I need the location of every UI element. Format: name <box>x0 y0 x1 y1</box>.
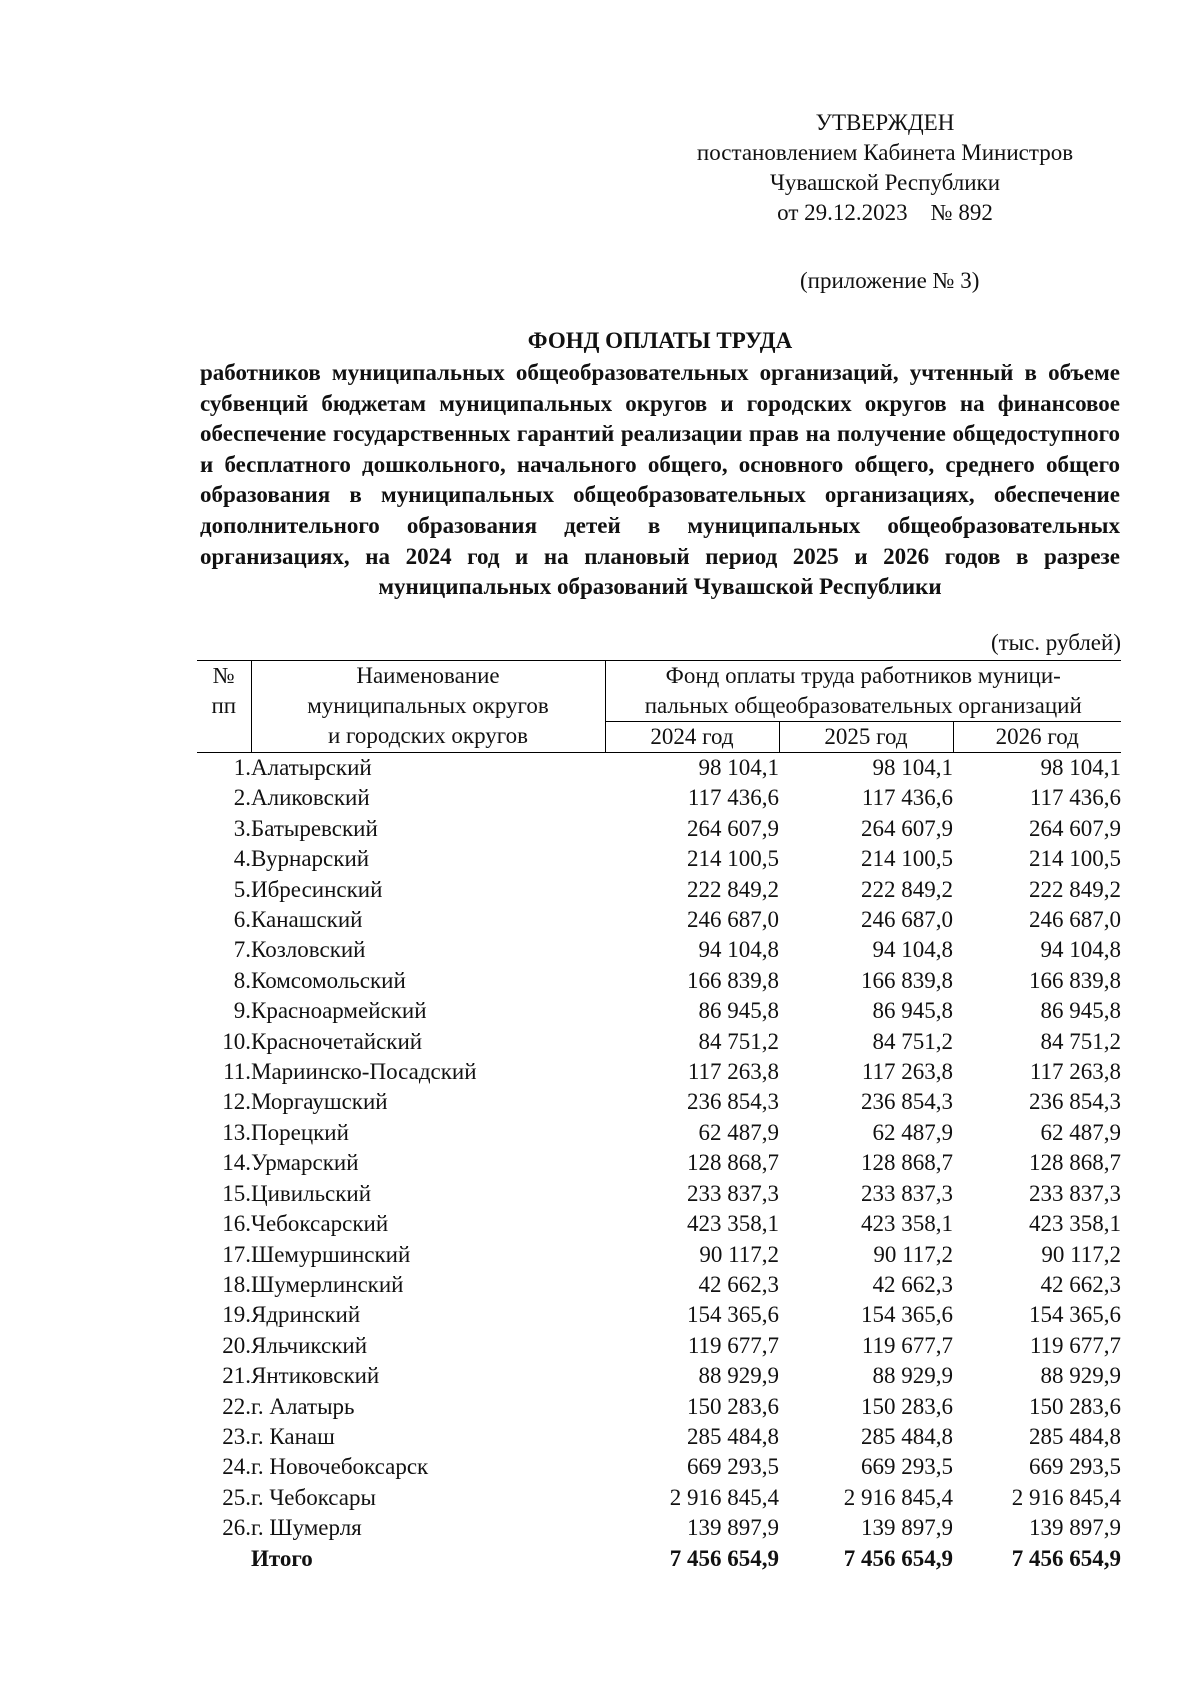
table-row <box>197 1361 1121 1391</box>
total-num <box>197 1544 251 1574</box>
table-row <box>197 1513 1121 1543</box>
row-district-name: Красночетайский <box>251 1028 423 1054</box>
table-row <box>197 1179 1121 1209</box>
row-district-name: Янтиковский <box>251 1363 380 1389</box>
table-row <box>197 1270 1121 1300</box>
row-value-2025: 86 945,8 <box>872 998 953 1024</box>
row-value-2025: 264 607,9 <box>861 815 953 841</box>
total-value-2026: 7 456 654,9 <box>1011 1545 1121 1571</box>
table-row <box>197 1240 1121 1270</box>
row-value-2024: 669 293,5 <box>687 1454 779 1480</box>
table-body <box>197 753 1121 1574</box>
row-value-2026: 2 916 845,4 <box>1011 1484 1121 1510</box>
row-value-2024: 285 484,8 <box>687 1423 779 1449</box>
row-district-name: г. Шумерля <box>251 1515 362 1541</box>
table-row <box>197 1209 1121 1239</box>
header-year-2026: 2026 год <box>953 722 1121 753</box>
row-district-name: Моргаушский <box>251 1089 388 1115</box>
row-value-2025: 94 104,8 <box>872 937 953 963</box>
table-row <box>197 1118 1121 1148</box>
row-number: 12. <box>222 1089 251 1115</box>
row-number: 26. <box>222 1515 251 1541</box>
row-number: 11. <box>223 1059 251 1085</box>
row-value-2024: 84 751,2 <box>698 1028 779 1054</box>
approved-date-number: от 29.12.2023 № 892 <box>777 200 993 225</box>
row-district-name: Красноармейский <box>251 998 427 1024</box>
row-value-2026: 423 358,1 <box>1029 1211 1121 1237</box>
row-value-2025: 423 358,1 <box>861 1211 953 1237</box>
row-value-2026: 42 662,3 <box>1040 1271 1121 1297</box>
row-number: 10. <box>222 1028 251 1054</box>
row-value-2026: 214 100,5 <box>1029 846 1121 872</box>
row-value-2026: 150 283,6 <box>1029 1393 1121 1419</box>
table-row <box>197 905 1121 935</box>
row-number: 7. <box>233 937 251 963</box>
table-row <box>197 935 1121 965</box>
row-value-2024: 423 358,1 <box>687 1211 779 1237</box>
row-number: 6. <box>233 907 251 933</box>
row-value-2024: 264 607,9 <box>687 815 779 841</box>
table-row <box>197 1422 1121 1452</box>
row-district-name: Цивильский <box>251 1180 372 1206</box>
table-row <box>197 1331 1121 1361</box>
row-value-2025: 139 897,9 <box>861 1515 953 1541</box>
row-value-2024: 150 283,6 <box>687 1393 779 1419</box>
row-value-2025: 233 837,3 <box>861 1180 953 1206</box>
row-value-2024: 214 100,5 <box>687 846 779 872</box>
row-district-name: Ибресинский <box>251 876 383 902</box>
row-number: 4. <box>233 846 251 872</box>
row-value-2024: 236 854,3 <box>687 1089 779 1115</box>
row-district-name: Аликовский <box>251 785 370 811</box>
row-value-2025: 62 487,9 <box>872 1119 953 1145</box>
approved-republic-line: Чувашской Республики <box>769 170 1001 195</box>
row-value-2026: 246 687,0 <box>1029 907 1121 933</box>
row-district-name: Шемуршинский <box>251 1241 411 1267</box>
row-value-2026: 119 677,7 <box>1029 1332 1121 1358</box>
row-value-2026: 117 263,8 <box>1029 1059 1121 1085</box>
row-value-2025: 42 662,3 <box>872 1271 953 1297</box>
row-value-2026: 98 104,1 <box>1040 755 1121 780</box>
row-value-2024: 222 849,2 <box>687 876 779 902</box>
row-value-2025: 246 687,0 <box>861 907 953 933</box>
row-district-name: Канашский <box>251 907 363 933</box>
row-number: 16. <box>222 1211 251 1237</box>
document-subtitle: работников муниципальных общеобразовательных организаций, учтенный в объеме субвенций бюджетам муниципальных округов и городских округов на финансовое обеспечение государственных гарантий реализации прав на получение общедоступного и бесплатного дошкольного, начального общего, основного общего, среднего общего образования в муниципальных общеобразовательных организациях, обеспечение дополнительного образования детей в муниципальных общеобразовательных организациях, на 2024 год и на плановый период 2025 и 2026 годов в разрезе муниципальных образований Чувашской Республики <box>200 360 1120 600</box>
row-value-2024: 94 104,8 <box>698 937 779 963</box>
row-district-name: г. Новочебоксарск <box>251 1454 429 1480</box>
header-year-2025: 2025 год <box>779 722 953 753</box>
header-name: Наименование муниципальных округов и городских округов <box>251 661 605 753</box>
row-value-2025: 117 436,6 <box>861 785 953 811</box>
row-value-2025: 214 100,5 <box>861 846 953 872</box>
row-value-2026: 669 293,5 <box>1029 1454 1121 1480</box>
row-number: 17. <box>222 1241 251 1267</box>
row-value-2026: 88 929,9 <box>1040 1363 1121 1389</box>
row-value-2025: 236 854,3 <box>861 1089 953 1115</box>
row-value-2024: 86 945,8 <box>698 998 779 1024</box>
row-value-2026: 264 607,9 <box>1029 815 1121 841</box>
row-value-2025: 2 916 845,4 <box>843 1484 953 1510</box>
row-value-2026: 84 751,2 <box>1040 1028 1121 1054</box>
approved-by-line: постановлением Кабинета Министров <box>696 140 1074 165</box>
row-number: 15. <box>222 1180 251 1206</box>
row-value-2025: 222 849,2 <box>861 876 953 902</box>
row-district-name: г. Чебоксары <box>251 1484 376 1510</box>
row-value-2025: 166 839,8 <box>861 967 953 993</box>
row-number: 9. <box>233 998 251 1024</box>
row-value-2026: 285 484,8 <box>1029 1423 1121 1449</box>
row-value-2026: 222 849,2 <box>1029 876 1121 902</box>
row-value-2026: 139 897,9 <box>1029 1515 1121 1541</box>
table-row <box>197 1057 1121 1087</box>
row-district-name: Батыревский <box>251 815 378 841</box>
row-value-2025: 128 868,7 <box>861 1150 953 1176</box>
row-value-2025: 669 293,5 <box>861 1454 953 1480</box>
row-value-2025: 117 263,8 <box>861 1059 953 1085</box>
row-value-2024: 246 687,0 <box>687 907 779 933</box>
table-row <box>197 1027 1121 1057</box>
row-value-2024: 88 929,9 <box>698 1363 779 1389</box>
row-number: 5. <box>233 876 251 902</box>
row-value-2026: 236 854,3 <box>1029 1089 1121 1115</box>
row-number: 24. <box>222 1454 251 1480</box>
row-value-2024: 90 117,2 <box>699 1241 779 1267</box>
row-district-name: Вурнарский <box>251 846 370 872</box>
row-number: 19. <box>222 1302 251 1328</box>
table-row <box>197 996 1121 1026</box>
row-district-name: Яльчикский <box>251 1332 368 1358</box>
row-value-2026: 90 117,2 <box>1041 1241 1121 1267</box>
row-number: 18. <box>222 1271 251 1297</box>
row-value-2024: 233 837,3 <box>687 1180 779 1206</box>
row-value-2024: 117 263,8 <box>687 1059 779 1085</box>
table-row <box>197 753 1121 784</box>
total-value-2025: 7 456 654,9 <box>843 1545 953 1571</box>
header-year-2024: 2024 год <box>605 722 779 753</box>
table-row <box>197 1483 1121 1513</box>
row-number: 25. <box>222 1484 251 1510</box>
row-value-2024: 154 365,6 <box>687 1302 779 1328</box>
row-value-2026: 166 839,8 <box>1029 967 1121 993</box>
table-row <box>197 1087 1121 1117</box>
row-district-name: г. Канаш <box>251 1423 335 1449</box>
table-row <box>197 844 1121 874</box>
total-label: Итого <box>251 1545 313 1571</box>
row-district-name: Козловский <box>251 937 366 963</box>
header-fund: Фонд оплаты труда работников муници- пальных общеобразовательных организаций <box>605 661 1121 722</box>
row-number: 23. <box>222 1423 251 1449</box>
header-num: № пп <box>197 661 251 753</box>
row-number: 13. <box>222 1119 251 1145</box>
row-value-2026: 86 945,8 <box>1040 998 1121 1024</box>
approval-stamp <box>650 108 1120 228</box>
row-district-name: Порецкий <box>251 1119 349 1145</box>
row-number: 21. <box>222 1363 251 1389</box>
row-value-2026: 154 365,6 <box>1029 1302 1121 1328</box>
row-value-2026: 128 868,7 <box>1029 1150 1121 1176</box>
unit-label: (тыс. рублей) <box>990 630 1121 655</box>
row-value-2025: 119 677,7 <box>861 1332 953 1358</box>
row-district-name: Комсомольский <box>251 967 406 993</box>
payroll-table <box>197 660 1121 1574</box>
row-district-name: Ядринский <box>251 1302 361 1328</box>
row-number: 20. <box>222 1332 251 1358</box>
approved-heading: УТВЕРЖДЕН <box>815 110 955 135</box>
table-row <box>197 783 1121 813</box>
total-row <box>197 1544 1121 1574</box>
row-value-2025: 285 484,8 <box>861 1423 953 1449</box>
row-value-2026: 233 837,3 <box>1029 1180 1121 1206</box>
document-title: ФОНД ОПЛАТЫ ТРУДА <box>527 328 793 353</box>
row-district-name: Урмарский <box>251 1150 359 1176</box>
row-value-2024: 119 677,7 <box>687 1332 779 1358</box>
row-value-2025: 88 929,9 <box>872 1363 953 1389</box>
row-number: 1. <box>233 755 251 780</box>
table-row <box>197 875 1121 905</box>
appendix-label: (приложение № 3) <box>800 268 980 293</box>
row-number: 22. <box>222 1393 251 1419</box>
row-number: 8. <box>233 967 251 993</box>
row-value-2025: 90 117,2 <box>873 1241 953 1267</box>
row-value-2026: 94 104,8 <box>1040 937 1121 963</box>
row-value-2024: 117 436,6 <box>687 785 779 811</box>
row-value-2024: 42 662,3 <box>698 1271 779 1297</box>
row-value-2024: 166 839,8 <box>687 967 779 993</box>
table-row <box>197 1392 1121 1422</box>
row-value-2026: 117 436,6 <box>1029 785 1121 811</box>
row-district-name: Шумерлинский <box>251 1271 404 1297</box>
table-row <box>197 1300 1121 1330</box>
row-district-name: г. Алатырь <box>251 1393 355 1419</box>
row-number: 3. <box>233 815 251 841</box>
row-value-2024: 2 916 845,4 <box>669 1484 779 1510</box>
row-value-2024: 128 868,7 <box>687 1150 779 1176</box>
row-value-2025: 150 283,6 <box>861 1393 953 1419</box>
row-value-2025: 154 365,6 <box>861 1302 953 1328</box>
row-value-2024: 139 897,9 <box>687 1515 779 1541</box>
table-row <box>197 1452 1121 1482</box>
row-number: 2. <box>233 785 251 811</box>
total-value-2024: 7 456 654,9 <box>669 1545 779 1571</box>
table-row <box>197 966 1121 996</box>
row-value-2024: 62 487,9 <box>698 1119 779 1145</box>
row-district-name: Алатырский <box>251 755 372 780</box>
row-district-name: Чебоксарский <box>251 1211 389 1237</box>
row-value-2025: 98 104,1 <box>872 755 953 780</box>
row-value-2026: 62 487,9 <box>1040 1119 1121 1145</box>
table-row <box>197 814 1121 844</box>
row-value-2025: 84 751,2 <box>872 1028 953 1054</box>
row-number: 14. <box>222 1150 251 1176</box>
row-value-2024: 98 104,1 <box>698 755 779 780</box>
table-row <box>197 1148 1121 1178</box>
row-district-name: Мариинско-Посадский <box>251 1059 477 1085</box>
